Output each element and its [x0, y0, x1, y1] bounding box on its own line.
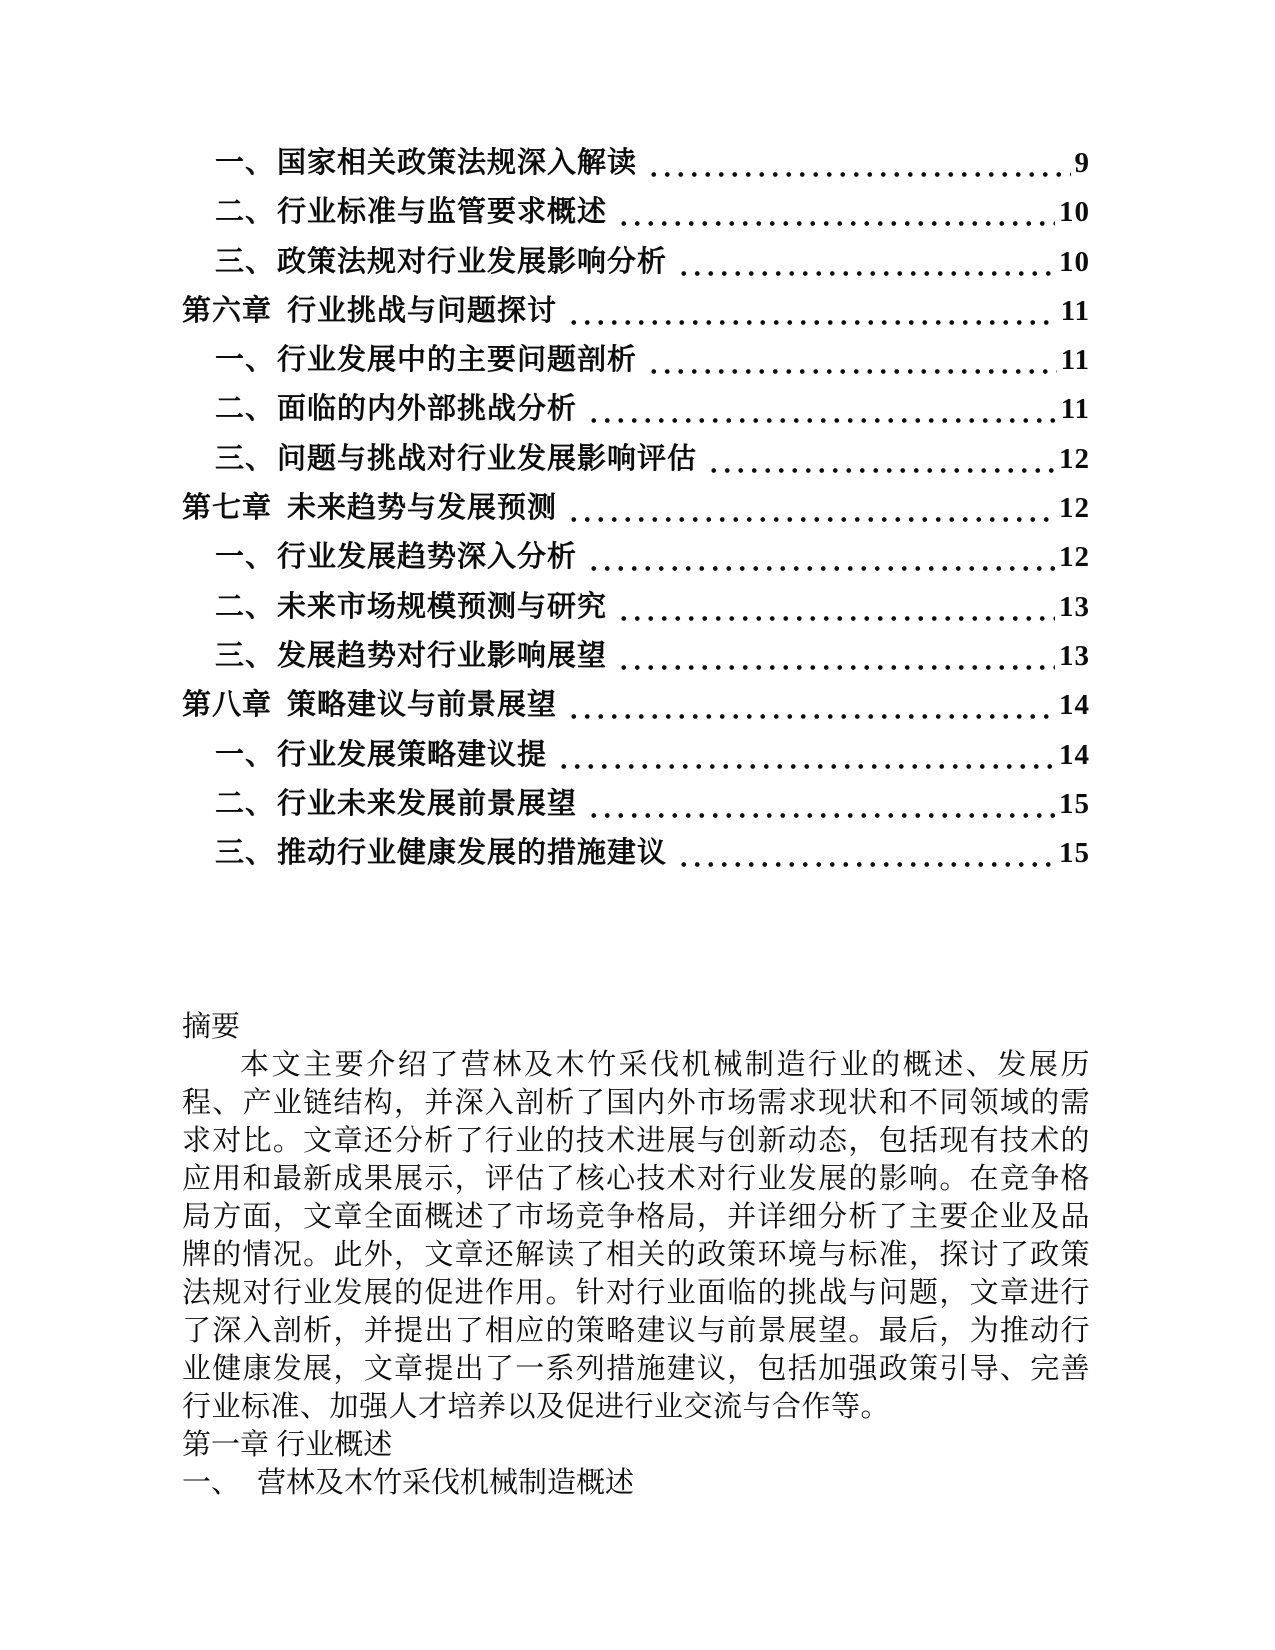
abstract-paragraph: 本文主要介绍了营林及木竹采伐机械制造行业的概述、发展历程、产业链结构，并深入剖析了国内外市场需求现状和不同领域的需求对比。文章还分析了行业的技术进展与创新动态，包括现有技术的应用和最新成果展示，评估了核心技术对行业发展的影响。在竞争格局方面，文章全面概述了市场竞争格局，并详细分析了主要企业及品牌的情况。此外，文章还解读了相关的政策环境与标准，探讨了政策法规对行业发展的促进作用。针对行业面临的挑战与问题，文章进行了深入剖析，并提出了相应的策略建议与前景展望。最后，为推动行业健康发展，文章提出了一系列措施建议，包括加强政策引导、完善行业标准、加强人才培养以及促进行业交流与合作等。 [182, 1049, 1090, 1423]
toc-dot-leader [643, 139, 1070, 188]
toc-entry-title: 未来市场规模预测与研究 [277, 590, 608, 623]
toc-page-number: 14 [1059, 689, 1090, 722]
toc-entry-title: 国家相关政策法规深入解读 [277, 147, 638, 179]
toc-entry-title: 行业发展策略建议提 [277, 738, 548, 771]
toc-entry-number: 三、 [215, 837, 276, 870]
toc-entry-title: 推动行业健康发展的措施建议 [277, 837, 668, 870]
toc-entry-number: 二、 [215, 590, 276, 623]
toc-dot-leader [703, 435, 1055, 484]
toc-page-number: 12 [1059, 541, 1090, 574]
toc-dot-leader [563, 287, 1057, 336]
toc-entry-number: 三、 [215, 442, 276, 475]
toc-dot-leader [583, 385, 1057, 434]
toc-entry-title: 行业发展中的主要问题剖析 [277, 344, 638, 377]
toc-page-number: 10 [1059, 196, 1090, 229]
toc-page-number: 9 [1074, 147, 1090, 179]
toc-entry-sub [182, 780, 1090, 829]
toc-entry-number: 一、 [215, 541, 276, 574]
toc-dot-leader [563, 484, 1055, 533]
toc-dot-leader [613, 188, 1055, 237]
toc-entry-chapter [182, 681, 1090, 730]
toc-page-number: 13 [1059, 590, 1090, 623]
toc-entry-chapter [182, 287, 1090, 336]
toc-entry-sub [182, 829, 1090, 878]
toc-entry-sub [182, 632, 1090, 681]
toc-dot-leader [673, 238, 1055, 287]
toc-page-number: 15 [1059, 837, 1090, 870]
toc-dot-leader [613, 632, 1055, 681]
toc-entry-sub [182, 188, 1090, 237]
toc-entry-sub [182, 533, 1090, 582]
section-1-number: 一、 [182, 1467, 241, 1499]
toc-dot-leader [643, 336, 1057, 385]
toc-entry-sub [182, 583, 1090, 632]
toc-entry-number: 第八章 [182, 689, 273, 722]
toc-entry-title: 政策法规对行业发展影响分析 [277, 245, 668, 278]
toc-entry-sub [182, 238, 1090, 287]
toc-entry-title: 行业标准与监管要求概述 [277, 196, 608, 229]
toc-page-number: 15 [1059, 787, 1090, 820]
toc-entry-number: 一、 [215, 344, 276, 377]
toc-dot-leader [583, 780, 1055, 829]
toc-entry-sub [182, 731, 1090, 780]
chapter-1-heading: 第一章 行业概述 [182, 1429, 393, 1461]
toc-entry-number: 二、 [215, 393, 276, 426]
toc-entry-number: 三、 [215, 639, 276, 672]
toc-entry-number: 二、 [215, 787, 276, 820]
toc-page-number: 12 [1059, 492, 1090, 525]
toc-entry-title: 策略建议与前景展望 [287, 689, 558, 722]
toc-dot-leader [673, 829, 1055, 878]
section-1-title: 营林及木竹采伐机械制造概述 [257, 1467, 635, 1499]
toc-entry-sub [182, 385, 1090, 434]
toc-page-number: 14 [1059, 738, 1090, 771]
toc-entry-title: 未来趋势与发展预测 [287, 492, 558, 525]
toc-entry-number: 二、 [215, 196, 276, 229]
toc-entry-number: 第六章 [182, 294, 273, 327]
toc-entry-title: 行业未来发展前景展望 [277, 787, 578, 820]
toc-dot-leader [553, 731, 1055, 780]
toc-dot-leader [613, 583, 1055, 632]
toc-entry-chapter [182, 484, 1090, 533]
toc-dot-leader [563, 681, 1055, 730]
toc-page-number: 11 [1060, 344, 1090, 377]
toc-entry-number: 三、 [215, 245, 276, 278]
toc-page-number: 11 [1060, 294, 1090, 327]
toc-entry-title: 面临的内外部挑战分析 [277, 393, 578, 426]
toc-dot-leader [583, 533, 1055, 582]
toc-page-number: 12 [1059, 442, 1090, 475]
toc-entry-title: 问题与挑战对行业发展影响评估 [277, 442, 698, 475]
toc-entry-sub [182, 336, 1090, 385]
table-of-contents [182, 139, 1090, 878]
section-1-heading [182, 1464, 1090, 1502]
toc-entry-number: 一、 [215, 738, 276, 771]
abstract-section [182, 1008, 1090, 1502]
toc-entry-sub [182, 139, 1090, 188]
toc-page-number: 11 [1060, 393, 1090, 426]
toc-page-number: 13 [1059, 639, 1090, 672]
toc-entry-title: 行业发展趋势深入分析 [277, 541, 578, 574]
toc-entry-sub [182, 435, 1090, 484]
toc-entry-title: 发展趋势对行业影响展望 [277, 639, 608, 672]
toc-page-number: 10 [1059, 245, 1090, 278]
toc-entry-number: 一、 [215, 147, 276, 179]
toc-entry-number: 第七章 [182, 492, 273, 525]
abstract-heading: 摘要 [182, 1011, 241, 1043]
toc-entry-title: 行业挑战与问题探讨 [287, 294, 558, 327]
